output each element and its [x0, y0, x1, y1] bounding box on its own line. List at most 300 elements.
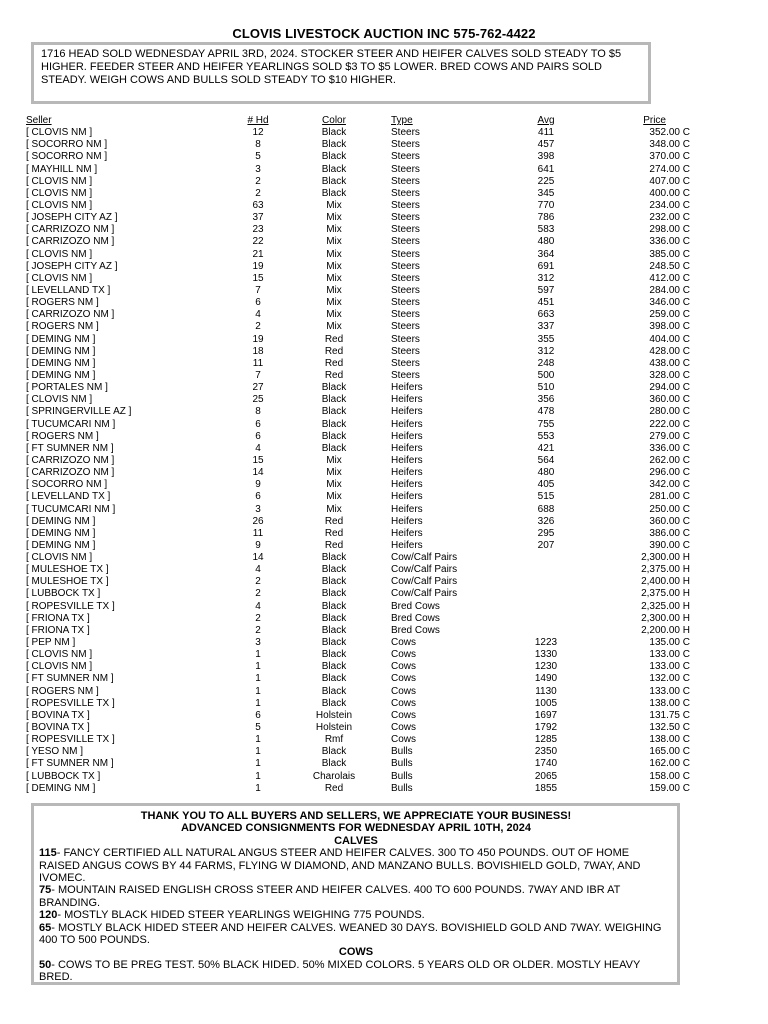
avg-weight-cell: 515: [537, 491, 555, 503]
calves-list: [39, 847, 673, 946]
price-cell: 348.00 C: [649, 139, 690, 151]
head-count-cell: 6: [255, 709, 261, 721]
seller-cell: [ MULESHOE TX ]: [26, 564, 109, 576]
avg-weight-cell: 1130: [535, 685, 557, 697]
seller-cell: [ ROGERS NM ]: [26, 685, 99, 697]
color-cell: Black: [321, 673, 347, 685]
seller-cell: [ SOCORRO NM ]: [26, 139, 108, 151]
avg-weight-cell: 2065: [534, 770, 558, 782]
sale-summary-text: 1716 HEAD SOLD WEDNESDAY APRIL 3RD, 2024. STOCKER STEER AND HEIFER CALVES SOLD STEADY TO $5 HIGHER. FEEDER STEER AND HEIFER YEARLINGS SOLD $3 TO $5 LOWER. BRED COWS AND PAIRS SOLD STEADY. WEIGH COWS AND BULLS SOLD STEADY TO $10 HIGHER.: [41, 48, 622, 86]
price-cell: 328.00 C: [649, 369, 690, 381]
avg-weight-cell: 755: [537, 418, 555, 430]
table-row: [26, 624, 690, 637]
head-count-cell: 1: [255, 758, 261, 770]
head-count-cell: 5: [255, 722, 261, 734]
color-cell: Black: [321, 758, 347, 770]
type-cell: Steers: [391, 199, 420, 211]
avg-weight-cell: 597: [537, 284, 555, 296]
head-count-cell: 18: [252, 345, 264, 357]
avg-weight-cell: 457: [537, 139, 555, 151]
color-cell: Black: [321, 151, 347, 163]
table-row: [26, 406, 690, 418]
seller-cell: [ DEMING NM ]: [26, 539, 96, 551]
head-count-cell: 2: [255, 175, 261, 187]
consignment-item: [39, 847, 673, 884]
seller-cell: [ SOCORRO NM ]: [26, 151, 108, 163]
seller-cell: [ CLOVIS NM ]: [26, 175, 93, 187]
price-cell: 386.00 C: [649, 527, 690, 539]
avg-weight-cell: 770: [537, 199, 555, 211]
price-cell: 2,300.00 H: [641, 612, 690, 624]
head-count-cell: 1: [255, 685, 261, 697]
head-count-cell: 2: [255, 624, 261, 636]
head-count-cell: 1: [255, 734, 261, 746]
price-cell: 294.00 C: [649, 382, 690, 394]
price-cell: 2,325.00 H: [641, 600, 690, 612]
head-count-cell: 7: [255, 369, 261, 381]
avg-weight-cell: 786: [537, 212, 555, 224]
cows-heading: COWS: [338, 946, 374, 959]
price-cell: 2,200.00 H: [641, 624, 690, 636]
price-cell: 2,400.00 H: [641, 576, 690, 588]
table-row: [26, 588, 690, 600]
type-cell: Heifers: [391, 442, 423, 454]
consignment-count: 50: [39, 958, 52, 971]
head-count-cell: 15: [252, 272, 264, 284]
color-cell: Black: [321, 649, 347, 661]
seller-cell: [ CARRIZOZO NM ]: [26, 454, 115, 466]
avg-weight-cell: 564: [537, 454, 555, 466]
color-cell: Holstein: [315, 709, 353, 721]
seller-cell: [ LUBBOCK TX ]: [26, 770, 101, 782]
head-count-cell: 8: [255, 139, 261, 151]
color-cell: Black: [321, 697, 347, 709]
consignment-text: - MOUNTAIN RAISED ENGLISH CROSS STEER AND HEIFER CALVES. 400 TO 600 POUNDS. 7WAY AND IBR AT BRANDING.: [39, 884, 621, 909]
head-count-cell: 2: [255, 612, 261, 624]
seller-cell: [ ROPESVILLE TX ]: [26, 697, 115, 709]
type-cell: Heifers: [391, 394, 423, 406]
color-cell: Rmf: [324, 734, 344, 746]
calves-heading: CALVES: [334, 834, 378, 847]
cows-list: [39, 959, 673, 984]
price-cell: 222.00 C: [649, 418, 690, 430]
seller-cell: [ BOVINA TX ]: [26, 722, 90, 734]
avg-weight-cell: 312: [537, 272, 555, 284]
seller-cell: [ BOVINA TX ]: [26, 709, 90, 721]
head-count-cell: 6: [255, 430, 261, 442]
color-cell: Black: [321, 394, 347, 406]
seller-cell: [ LUBBOCK TX ]: [26, 588, 101, 600]
seller-cell: [ DEMING NM ]: [26, 527, 96, 539]
head-count-cell: 8: [255, 406, 261, 418]
table-row: [26, 297, 690, 309]
table-row: [26, 454, 690, 467]
color-cell: Mix: [326, 491, 342, 503]
price-cell: 138.00 C: [649, 734, 690, 746]
color-cell: Mix: [326, 199, 342, 211]
avg-weight-cell: 1330: [534, 649, 558, 661]
head-count-cell: 1: [255, 649, 261, 661]
avg-weight-cell: 411: [538, 127, 554, 139]
seller-cell: [ CARRIZOZO NM ]: [26, 236, 115, 248]
color-cell: Black: [321, 382, 347, 394]
price-cell: 132.00 C: [649, 673, 690, 685]
price-cell: 262.00 C: [649, 454, 690, 466]
head-count-cell: 14: [252, 552, 264, 564]
type-cell: Bred Cows: [391, 600, 440, 612]
price-cell: 138.00 C: [649, 697, 690, 709]
type-cell: Steers: [391, 369, 420, 381]
price-cell: 352.00 C: [649, 127, 690, 139]
avg-weight-cell: 1223: [534, 637, 558, 649]
table-row: [26, 139, 690, 151]
color-cell: Black: [321, 163, 347, 175]
price-cell: 428.00 C: [649, 345, 690, 357]
table-row: [26, 685, 690, 698]
avg-weight-cell: 480: [537, 236, 555, 248]
type-cell: Cows: [391, 709, 417, 721]
avg-weight-cell: 478: [537, 406, 555, 418]
head-count-cell: 3: [255, 503, 261, 515]
type-cell: Cows: [391, 697, 417, 709]
table-row: [26, 539, 690, 552]
table-row: [26, 661, 690, 673]
head-count-cell: 21: [252, 248, 264, 260]
header-seller: Seller: [26, 115, 52, 126]
price-cell: 259.00 C: [649, 309, 690, 321]
color-cell: Mix: [326, 479, 342, 491]
color-cell: Mix: [326, 284, 342, 296]
type-cell: Heifers: [391, 406, 423, 418]
consignment-count: 115: [39, 847, 57, 860]
consignment-count: 65: [39, 921, 52, 934]
price-cell: 2,375.00 H: [641, 564, 690, 576]
seller-cell: [ DEMING NM ]: [26, 515, 96, 527]
type-cell: Bred Cows: [391, 624, 440, 636]
table-row: [26, 430, 690, 443]
head-count-cell: 4: [255, 309, 261, 321]
head-count-cell: 4: [255, 564, 261, 576]
type-cell: Steers: [391, 260, 420, 272]
avg-weight-cell: 356: [537, 394, 555, 406]
avg-weight-cell: 1490: [534, 673, 558, 685]
seller-cell: [ SPRINGERVILLE AZ ]: [26, 406, 132, 418]
price-cell: 132.50 C: [649, 722, 690, 734]
table-row: [26, 199, 690, 212]
type-cell: Steers: [391, 309, 420, 321]
price-cell: 390.00 C: [649, 539, 690, 551]
consignment-item: [39, 909, 673, 921]
table-row: [26, 503, 690, 516]
price-cell: 131.75 C: [649, 709, 690, 721]
type-cell: Cows: [391, 637, 417, 649]
seller-cell: [ FRIONA TX ]: [26, 612, 90, 624]
avg-weight-cell: 1005: [534, 697, 558, 709]
color-cell: Black: [321, 552, 347, 564]
avg-weight-cell: 337: [537, 321, 555, 333]
head-count-cell: 5: [255, 151, 261, 163]
type-cell: Heifers: [391, 479, 423, 491]
type-cell: Cows: [391, 649, 417, 661]
consignment-text: - MOSTLY BLACK HIDED STEER AND HEIFER CALVES. WEANED 30 DAYS. BOVISHIELD GOLD AND 7WAY. WEIGHING 400 TO 500 POUNDS.: [39, 921, 662, 947]
avg-weight-cell: 451: [537, 297, 555, 309]
head-count-cell: 19: [252, 333, 264, 345]
table-row: [26, 467, 690, 479]
color-cell: Black: [321, 127, 347, 139]
price-cell: 279.00 C: [649, 430, 690, 442]
page-title: CLOVIS LIVESTOCK AUCTION INC 575-762-4422: [232, 26, 536, 41]
color-cell: Black: [321, 588, 347, 600]
color-cell: Mix: [326, 309, 342, 321]
seller-cell: [ MAYHILL NM ]: [26, 163, 98, 175]
avg-weight-cell: 583: [537, 224, 555, 236]
price-cell: 135.00 C: [649, 637, 690, 649]
seller-cell: [ DEMING NM ]: [26, 357, 96, 369]
head-count-cell: 37: [252, 212, 264, 224]
price-cell: 158.00 C: [649, 770, 690, 782]
seller-cell: [ ROGERS NM ]: [26, 321, 99, 333]
thank-you-line: THANK YOU TO ALL BUYERS AND SELLERS, WE APPRECIATE YOUR BUSINESS!: [140, 810, 572, 822]
price-cell: 281.00 C: [649, 491, 690, 503]
seller-cell: [ YESO NM ]: [26, 746, 84, 758]
table-row: [26, 127, 690, 139]
avg-weight-cell: 312: [537, 345, 555, 357]
avg-weight-cell: 480: [537, 467, 555, 479]
seller-cell: [ CLOVIS NM ]: [26, 661, 93, 673]
head-count-cell: 6: [255, 418, 261, 430]
color-cell: Black: [321, 187, 347, 199]
seller-cell: [ CLOVIS NM ]: [26, 199, 93, 211]
head-count-cell: 2: [255, 187, 261, 199]
head-count-cell: 25: [252, 394, 264, 406]
seller-cell: [ ROGERS NM ]: [26, 297, 99, 309]
type-cell: Steers: [391, 163, 420, 175]
head-count-cell: 1: [255, 661, 261, 673]
type-cell: Steers: [391, 224, 420, 236]
type-cell: Heifers: [391, 491, 423, 503]
color-cell: Black: [321, 430, 347, 442]
seller-cell: [ CARRIZOZO NM ]: [26, 309, 115, 321]
color-cell: Black: [321, 406, 347, 418]
avg-weight-cell: 225: [537, 175, 555, 187]
type-cell: Cows: [391, 673, 417, 685]
price-cell: 284.00 C: [649, 284, 690, 296]
type-cell: Cows: [391, 722, 417, 734]
type-cell: Steers: [391, 212, 420, 224]
type-cell: Steers: [391, 321, 420, 333]
color-cell: Black: [321, 661, 347, 673]
price-cell: 370.00 C: [649, 151, 690, 163]
seller-cell: [ DEMING NM ]: [26, 333, 96, 345]
avg-weight-cell: 1792: [534, 722, 558, 734]
price-cell: 162.00 C: [649, 758, 690, 770]
avg-weight-cell: 641: [537, 163, 555, 175]
table-row: [26, 369, 690, 382]
type-cell: Heifers: [391, 503, 423, 515]
head-count-cell: 4: [255, 442, 261, 454]
price-cell: 412.00 C: [649, 272, 690, 284]
type-cell: Steers: [391, 333, 420, 345]
seller-cell: [ JOSEPH CITY AZ ]: [26, 260, 118, 272]
head-count-cell: 11: [252, 527, 264, 539]
price-cell: 346.00 C: [649, 297, 690, 309]
avg-weight-cell: 1285: [534, 734, 558, 746]
color-cell: Holstein: [315, 722, 353, 734]
type-cell: Steers: [391, 127, 420, 139]
table-row: [26, 345, 690, 358]
price-cell: 250.00 C: [649, 503, 690, 515]
head-count-cell: 14: [252, 467, 264, 479]
table-row: [26, 236, 690, 248]
color-cell: Mix: [326, 467, 342, 479]
type-cell: Bulls: [391, 758, 413, 770]
table-row: [26, 612, 690, 625]
type-cell: Heifers: [391, 527, 423, 539]
price-cell: 2,300.00 H: [641, 552, 690, 564]
type-cell: Steers: [391, 357, 420, 369]
avg-weight-cell: 326: [537, 515, 555, 527]
consignment-text: - COWS TO BE PREG TEST. 50% BLACK HIDED. 50% MIXED COLORS. 5 YEARS OLD OR OLDER. MOSTLY HEAVY BRED.: [39, 958, 641, 984]
avg-weight-cell: 510: [537, 382, 555, 394]
color-cell: Black: [321, 576, 347, 588]
consignment-text: - MOSTLY BLACK HIDED STEER YEARLINGS WEIGHING 775 POUNDS.: [57, 909, 425, 922]
head-count-cell: 3: [255, 637, 261, 649]
price-cell: 336.00 C: [649, 442, 690, 454]
color-cell: Red: [324, 357, 344, 369]
price-cell: 398.00 C: [649, 321, 690, 333]
type-cell: Steers: [391, 248, 420, 260]
color-cell: Black: [321, 564, 347, 576]
table-row: [26, 734, 690, 746]
table-row: [26, 515, 690, 528]
price-cell: 248.50 C: [649, 260, 690, 272]
color-cell: Black: [321, 685, 347, 697]
head-count-cell: 6: [255, 491, 261, 503]
table-row: [26, 284, 690, 297]
seller-cell: [ FRIONA TX ]: [26, 624, 90, 636]
price-cell: 274.00 C: [649, 163, 690, 175]
table-body: [26, 127, 690, 795]
price-cell: 438.00 C: [649, 357, 690, 369]
avg-weight-cell: 1230: [534, 661, 558, 673]
type-cell: Cow/Calf Pairs: [391, 564, 458, 576]
header-price: Price: [643, 115, 666, 126]
avg-weight-cell: 364: [537, 248, 555, 260]
head-count-cell: 19: [252, 260, 264, 272]
table-header: [26, 115, 686, 127]
price-cell: 165.00 C: [649, 746, 690, 758]
color-cell: Black: [321, 600, 347, 612]
avg-weight-cell: 691: [537, 260, 555, 272]
table-row: [26, 260, 690, 273]
color-cell: Red: [324, 782, 344, 794]
type-cell: Heifers: [391, 454, 423, 466]
type-cell: Heifers: [391, 382, 423, 394]
table-row: [26, 382, 690, 394]
table-row: [26, 272, 690, 285]
avg-weight-cell: 553: [537, 430, 555, 442]
head-count-cell: 9: [255, 539, 261, 551]
head-count-cell: 23: [252, 224, 264, 236]
head-count-cell: 27: [252, 382, 264, 394]
head-count-cell: 1: [255, 673, 261, 685]
type-cell: Heifers: [391, 430, 423, 442]
head-count-cell: 1: [255, 746, 261, 758]
seller-cell: [ FT SUMNER NM ]: [26, 673, 114, 685]
type-cell: Heifers: [391, 539, 423, 551]
seller-cell: [ FT SUMNER NM ]: [26, 758, 114, 770]
avg-weight-cell: 1697: [534, 709, 558, 721]
type-cell: Steers: [391, 175, 420, 187]
table-row: [26, 418, 690, 431]
head-count-cell: 2: [255, 588, 261, 600]
price-cell: 133.00 C: [649, 685, 690, 697]
table-row: [26, 224, 690, 236]
type-cell: Steers: [391, 151, 420, 163]
price-cell: 360.00 C: [649, 394, 690, 406]
color-cell: Black: [321, 637, 347, 649]
advanced-consignments-heading: ADVANCED CONSIGNMENTS FOR WEDNESDAY APRIL 10TH, 2024: [180, 822, 532, 835]
seller-cell: [ CLOVIS NM ]: [26, 127, 93, 139]
color-cell: Black: [321, 139, 347, 151]
sale-summary-box: [31, 42, 651, 104]
table-row: [26, 552, 690, 564]
color-cell: Mix: [326, 260, 342, 272]
footer-box: [31, 803, 680, 985]
price-cell: 296.00 C: [649, 467, 690, 479]
seller-cell: [ JOSEPH CITY AZ ]: [26, 212, 118, 224]
color-cell: Mix: [326, 321, 342, 333]
color-cell: Red: [324, 515, 344, 527]
table-row: [26, 782, 690, 795]
price-cell: 342.00 C: [649, 479, 690, 491]
seller-cell: [ DEMING NM ]: [26, 369, 96, 381]
table-row: [26, 357, 690, 370]
price-cell: 336.00 C: [649, 236, 690, 248]
color-cell: Mix: [326, 503, 342, 515]
seller-cell: [ CARRIZOZO NM ]: [26, 224, 115, 236]
avg-weight-cell: 688: [537, 503, 555, 515]
table-row: [26, 673, 690, 685]
table-row: [26, 479, 690, 491]
price-cell: 133.00 C: [649, 649, 690, 661]
head-count-cell: 22: [252, 236, 264, 248]
header-color: Color: [322, 115, 346, 126]
table-row: [26, 394, 690, 406]
color-cell: Black: [321, 418, 347, 430]
head-count-cell: 26: [252, 515, 264, 527]
table-row: [26, 637, 690, 649]
avg-weight-cell: 405: [537, 479, 555, 491]
seller-cell: [ SOCORRO NM ]: [26, 479, 108, 491]
type-cell: Cow/Calf Pairs: [391, 576, 458, 588]
table-row: [26, 175, 690, 188]
seller-cell: [ ROPESVILLE TX ]: [26, 600, 115, 612]
type-cell: Cows: [391, 685, 417, 697]
seller-cell: [ ROGERS NM ]: [26, 430, 99, 442]
header-avg-weight: Avg: [537, 115, 555, 126]
color-cell: Red: [324, 527, 344, 539]
table-row: [26, 709, 690, 722]
type-cell: Heifers: [391, 467, 423, 479]
consignment-count: 75: [39, 884, 52, 897]
avg-weight-cell: 398: [537, 151, 555, 163]
table-row: [26, 442, 690, 455]
color-cell: Mix: [326, 236, 342, 248]
color-cell: Black: [321, 612, 347, 624]
color-cell: Mix: [326, 248, 342, 260]
seller-cell: [ PORTALES NM ]: [26, 382, 108, 394]
